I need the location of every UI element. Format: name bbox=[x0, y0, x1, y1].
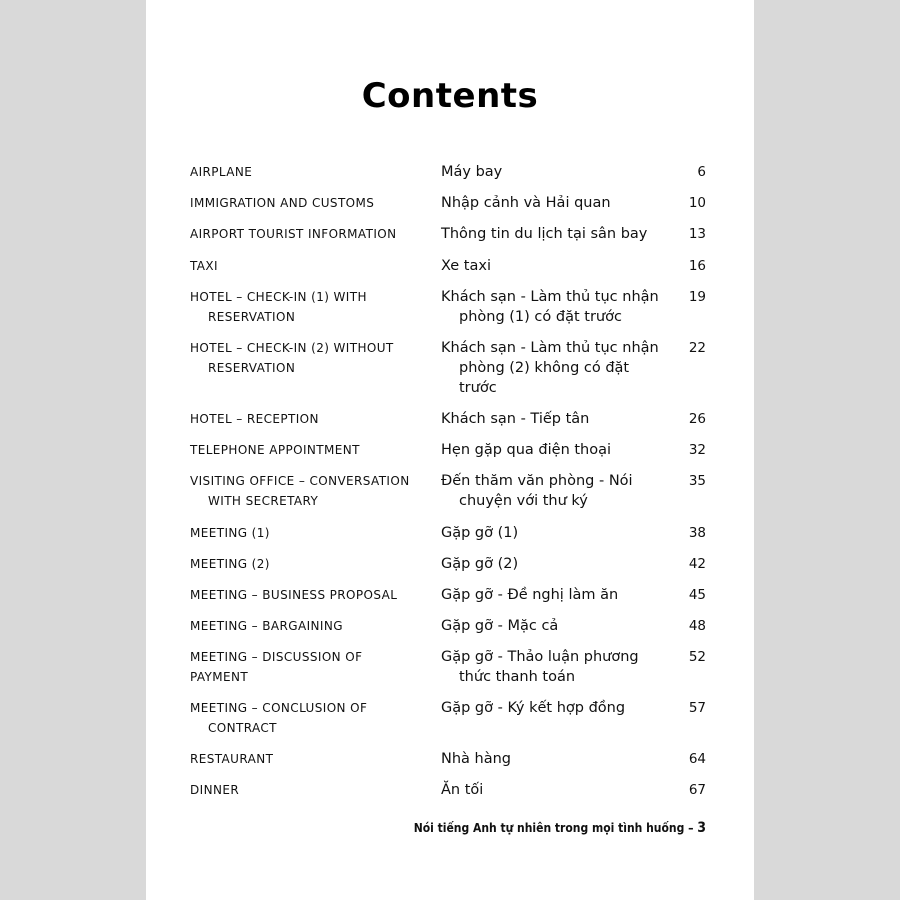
book-page bbox=[146, 0, 754, 900]
footer-separator: – bbox=[688, 821, 694, 835]
entry-english-title: TAXI bbox=[190, 259, 218, 273]
entry-vietnamese-title: Đến thăm văn phòng - Nói chuyện với thư ký bbox=[441, 473, 633, 509]
entry-page-number: 45 bbox=[688, 587, 706, 603]
entry-page-number: 19 bbox=[688, 289, 706, 305]
entry-vietnamese-title: Gặp gỡ - Đề nghị làm ăn bbox=[441, 587, 619, 603]
entry-page-number: 16 bbox=[688, 258, 706, 274]
entry-english-title: AIRPORT TOURIST INFORMATION bbox=[190, 227, 397, 241]
entry-vietnamese-title: Gặp gỡ - Thảo luận phương thức thanh toán bbox=[441, 649, 639, 685]
page-title: Contents bbox=[361, 76, 539, 116]
entry-vietnamese-title: Xe taxi bbox=[441, 258, 491, 274]
footer-page-number: 3 bbox=[697, 820, 706, 836]
entry-english-title: RESTAURANT bbox=[190, 752, 274, 766]
entry-vietnamese-title: Gặp gỡ - Ký kết hợp đồng bbox=[441, 700, 626, 716]
page-footer bbox=[414, 820, 706, 836]
entry-page-number: 13 bbox=[688, 226, 706, 242]
entry-english-title: DINNER bbox=[190, 783, 240, 797]
entry-english-title: MEETING – BUSINESS PROPOSAL bbox=[190, 588, 398, 602]
entry-english-title: TELEPHONE APPOINTMENT bbox=[190, 443, 360, 457]
entry-english-title: MEETING – DISCUSSION OF PAYMENT bbox=[190, 650, 363, 684]
entry-page-number: 64 bbox=[688, 751, 706, 767]
entry-english-title: VISITING OFFICE – CONVERSATION WITH SECRETARY bbox=[190, 474, 410, 508]
entry-english-title: AIRPLANE bbox=[190, 165, 253, 179]
entry-page-number: 22 bbox=[688, 340, 706, 356]
entry-page-number: 10 bbox=[688, 195, 706, 211]
entry-vietnamese-title: Nhà hàng bbox=[441, 751, 512, 767]
entry-vietnamese-title: Máy bay bbox=[441, 164, 503, 180]
entry-page-number: 57 bbox=[688, 700, 706, 716]
entry-english-title: MEETING (2) bbox=[190, 557, 270, 571]
entry-vietnamese-title: Thông tin du lịch tại sân bay bbox=[441, 226, 648, 242]
entry-vietnamese-title: Khách sạn - Tiếp tân bbox=[441, 411, 590, 427]
entry-english-title: IMMIGRATION AND CUSTOMS bbox=[190, 196, 375, 210]
entry-vietnamese-title: Nhập cảnh và Hải quan bbox=[441, 195, 611, 211]
entry-page-number: 42 bbox=[688, 556, 706, 572]
entry-english-title: MEETING (1) bbox=[190, 526, 270, 540]
entry-page-number: 26 bbox=[688, 411, 706, 427]
entry-vietnamese-title: Hẹn gặp qua điện thoại bbox=[441, 442, 612, 458]
entry-vietnamese-title: Gặp gỡ (1) bbox=[441, 525, 519, 541]
entry-vietnamese-title: Ăn tối bbox=[441, 782, 484, 798]
entry-english-title: MEETING – BARGAINING bbox=[190, 619, 343, 633]
entry-page-number: 52 bbox=[688, 649, 706, 665]
entry-page-number: 38 bbox=[688, 525, 706, 541]
entry-vietnamese-title: Gặp gỡ - Mặc cả bbox=[441, 618, 559, 634]
entry-page-number: 32 bbox=[688, 442, 706, 458]
entry-english-title: HOTEL – CHECK-IN (1) WITH RESERVATION bbox=[190, 290, 367, 324]
entry-vietnamese-title: Khách sạn - Làm thủ tục nhận phòng (1) có đặt trước bbox=[441, 289, 659, 325]
entry-page-number: 48 bbox=[688, 618, 706, 634]
entry-english-title: MEETING – CONCLUSION OF CONTRACT bbox=[190, 701, 368, 735]
entry-vietnamese-title: Khách sạn - Làm thủ tục nhận phòng (2) không có đặt trước bbox=[441, 340, 659, 396]
footer-book-title: Nói tiếng Anh tự nhiên trong mọi tình huống bbox=[413, 821, 685, 835]
entry-page-number: 6 bbox=[697, 164, 706, 180]
entry-page-number: 35 bbox=[688, 473, 706, 489]
entry-english-title: HOTEL – RECEPTION bbox=[190, 412, 319, 426]
entry-english-title: HOTEL – CHECK-IN (2) WITHOUT RESERVATION bbox=[190, 341, 394, 375]
entry-vietnamese-title: Gặp gỡ (2) bbox=[441, 556, 519, 572]
entry-page-number: 67 bbox=[688, 782, 706, 798]
